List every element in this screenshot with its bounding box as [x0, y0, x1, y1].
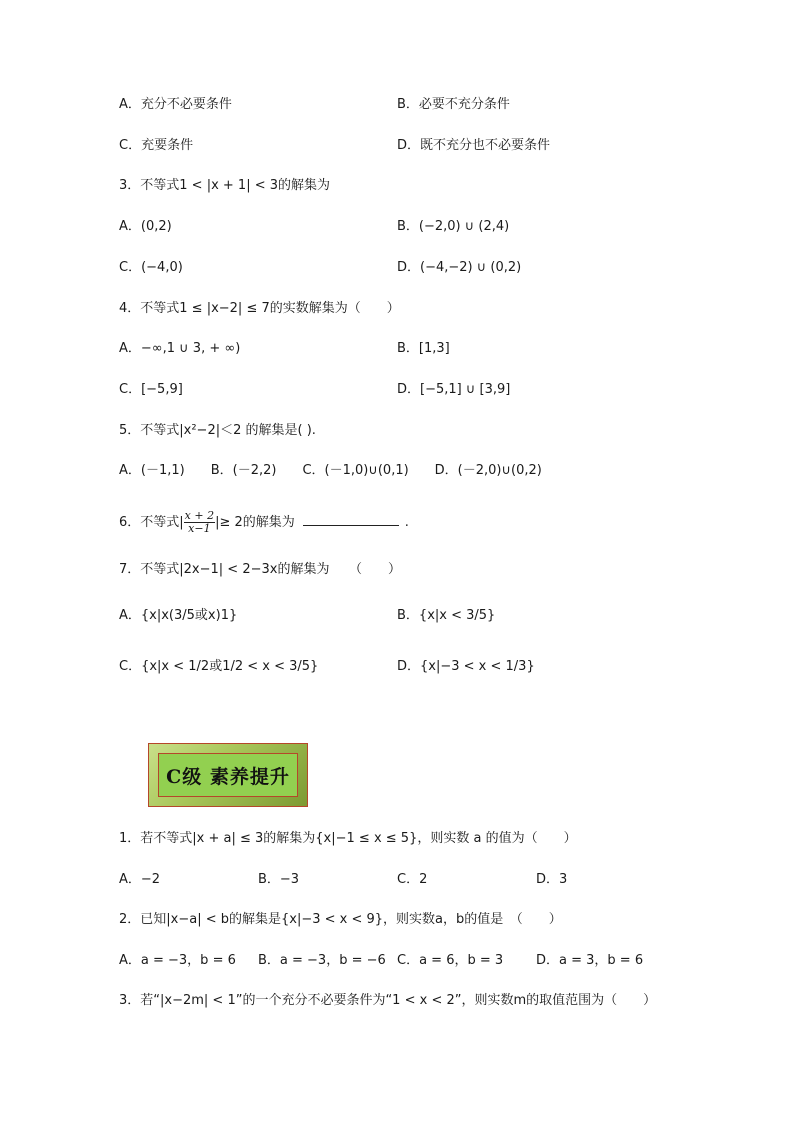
section-badge-title: C级 素养提升 — [166, 765, 290, 788]
q7-option-c: C．{x|x < 1/2或1/2 < x < 3/5} — [119, 659, 319, 674]
q4-option-c: C．[−5,9] — [119, 382, 183, 397]
option-d-neither: D．既不充分也不必要条件 — [397, 138, 551, 153]
c2-option-b: B．a = −3，b = −6 — [258, 953, 386, 968]
q6-period: . — [404, 515, 409, 530]
q5-options: A．(－1,1) B．(－2,2) C．(－1,0)∪(0,1) D．(－2,0)∪(0,2) — [119, 463, 542, 478]
q6-prefix: 6．不等式| — [119, 515, 184, 530]
q3-option-a: A．(0,2) — [119, 219, 172, 234]
section-badge — [148, 743, 308, 807]
question-5: 5．不等式|x²−2|＜2 的解集是( ). — [119, 423, 316, 438]
option-a-sufficient: A．充分不必要条件 — [119, 97, 232, 112]
q7-option-d: D．{x|−3 < x < 1/3} — [397, 659, 535, 674]
q6-suffix: |≥ 2的解集为 — [215, 515, 295, 530]
q6-fraction — [184, 510, 215, 535]
c-question-1: 1．若不等式|x + a| ≤ 3的解集为{x|−1 ≤ x ≤ 5}，则实数 a 的值为（ ） — [119, 831, 577, 846]
q6-numerator: x + 2 — [184, 509, 215, 522]
c2-option-c: C．a = 6，b = 3 — [397, 953, 504, 968]
question-7: 7．不等式|2x−1| < 2−3x的解集为 （ ） — [119, 562, 401, 577]
question-4: 4．不等式1 ≤ |x−2| ≤ 7的实数解集为（ ） — [119, 301, 400, 316]
q7-option-a: A．{x|x(3/5或x)1} — [119, 608, 238, 623]
question-3: 3．不等式1 < |x + 1| < 3的解集为 — [119, 178, 331, 193]
c1-option-d: D．3 — [536, 872, 568, 887]
q3-option-b: B．(−2,0) ∪ (2,4) — [397, 219, 510, 234]
q4-option-d: D．[−5,1] ∪ [3,9] — [397, 382, 511, 397]
c-question-3: 3．若“|x−2m| < 1”的一个充分不必要条件为“1 < x < 2”，则实数m的取值范围为（ ） — [119, 993, 657, 1008]
c2-option-d: D．a = 3，b = 6 — [536, 953, 644, 968]
c1-option-c: C．2 — [397, 872, 428, 887]
section-badge-inner — [158, 753, 298, 797]
q7-option-b: B．{x|x < 3/5} — [397, 608, 496, 623]
q4-option-a: A．−∞,1 ∪ 3, + ∞) — [119, 341, 241, 356]
q3-option-d: D．(−4,−2) ∪ (0,2) — [397, 260, 522, 275]
c-question-2: 2．已知|x−a| < b的解集是{x|−3 < x < 9}，则实数a，b的值是 （ ） — [119, 912, 562, 927]
c1-option-b: B．−3 — [258, 872, 300, 887]
option-c-iff: C．充要条件 — [119, 138, 194, 153]
c1-option-a: A．−2 — [119, 872, 161, 887]
question-6 — [119, 510, 409, 535]
q4-option-b: B．[1,3] — [397, 341, 450, 356]
q6-answer-blank[interactable] — [303, 513, 399, 526]
c2-option-a: A．a = −3，b = 6 — [119, 953, 236, 968]
q6-denominator: x−1 — [188, 522, 211, 535]
q3-option-c: C．(−4,0) — [119, 260, 183, 275]
option-b-necessary: B．必要不充分条件 — [397, 97, 510, 112]
